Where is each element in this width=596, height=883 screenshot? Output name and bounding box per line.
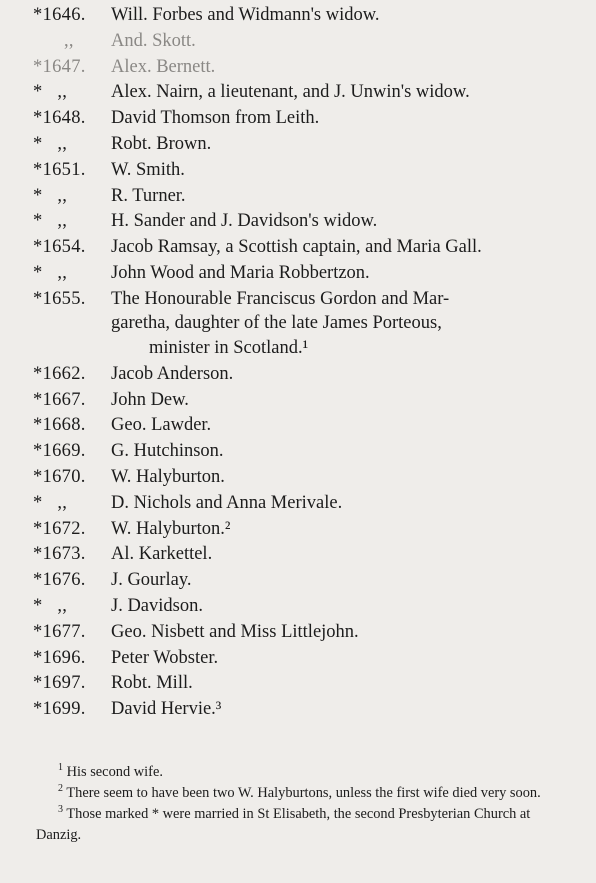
entry-name: John Dew.	[111, 389, 189, 410]
footnote	[36, 783, 576, 804]
entry-name: Robt. Brown.	[111, 133, 212, 154]
list-item	[0, 3, 596, 29]
list-item	[0, 362, 596, 388]
list-item	[0, 542, 596, 568]
footnote-mark: 1	[58, 762, 63, 774]
entry-year: * ,,	[33, 133, 68, 154]
entry-year: *1669.	[33, 441, 86, 462]
entry-name: Alex. Bernett.	[111, 56, 216, 77]
entry-name: Geo. Nisbett and Miss Littlejohn.	[111, 621, 359, 642]
entry-name: Will. Forbes and Widmann's widow.	[111, 5, 380, 25]
list-item	[0, 491, 596, 517]
entry-name: Peter Wobster.	[111, 647, 219, 668]
entry-name: Jacob Anderson.	[111, 363, 234, 384]
list-item	[0, 620, 596, 646]
entry-year: *1673.	[33, 544, 86, 565]
list-item	[0, 388, 596, 414]
list-item	[0, 132, 596, 158]
list-item	[0, 158, 596, 184]
entry-year: *1655.	[33, 288, 86, 309]
entry-name: Geo. Lawder.	[111, 415, 212, 436]
entry-name: W. Halyburton.²	[111, 518, 231, 539]
footnote-text: His second wife.	[66, 764, 163, 780]
entry-year: * ,,	[33, 595, 68, 616]
footnote-mark: 2	[58, 783, 63, 795]
entry-year: *1699.	[33, 699, 86, 720]
list-item	[0, 209, 596, 235]
list-item	[0, 517, 596, 543]
entry-name: And. Skott.	[111, 30, 196, 51]
list-item	[0, 287, 596, 362]
list-item	[0, 594, 596, 620]
entry-year: *1654.	[33, 237, 86, 258]
entry-year: *1651.	[33, 159, 86, 180]
entry-year: *1668.	[33, 415, 86, 436]
entry-name: Al. Karkettel.	[111, 544, 213, 565]
entry-name: J. Davidson.	[111, 595, 203, 616]
list-item	[0, 261, 596, 287]
entry-year: *1662.	[33, 363, 86, 384]
entry-name-line: garetha, daughter of the late James Porteous,	[111, 313, 442, 334]
marriage-register-list	[0, 3, 596, 723]
footnote	[36, 804, 576, 846]
list-item	[0, 80, 596, 106]
list-item	[0, 439, 596, 465]
footnote-text: Those marked * were married in St Elisabeth, the second Presbyterian Church at Danzig.	[36, 806, 531, 843]
entry-name: John Wood and Maria Robbertzon.	[111, 262, 370, 283]
list-item	[0, 413, 596, 439]
list-item	[0, 106, 596, 132]
list-item	[0, 235, 596, 261]
entry-year: * ,,	[33, 492, 68, 513]
entry-year: * ,,	[33, 262, 68, 283]
list-item	[0, 29, 596, 55]
entry-year: *1646.	[33, 5, 86, 25]
list-item	[0, 671, 596, 697]
entry-year: *1676.	[33, 570, 86, 591]
entry-name: W. Halyburton.	[111, 466, 225, 487]
list-item	[0, 568, 596, 594]
entry-year: *1667.	[33, 389, 86, 410]
entry-name: Jacob Ramsay, a Scottish captain, and Maria Gall.	[111, 237, 482, 258]
list-item	[0, 184, 596, 210]
entry-year: *1677.	[33, 621, 86, 642]
entry-name-line: minister in Scotland.¹	[149, 337, 309, 358]
entry-year: *1647.	[33, 56, 86, 77]
entry-name: D. Nichols and Anna Merivale.	[111, 492, 343, 513]
entry-year: ,,	[64, 30, 74, 51]
entry-name: R. Turner.	[111, 185, 186, 206]
entry-name: Alex. Nairn, a lieutenant, and J. Unwin's widow.	[111, 82, 470, 103]
entry-name: H. Sander and J. Davidson's widow.	[111, 211, 378, 232]
entry-year: *1672.	[33, 518, 86, 539]
entry-year: *1670.	[33, 466, 86, 487]
list-item	[0, 646, 596, 672]
list-item	[0, 55, 596, 81]
entry-name: J. Gourlay.	[111, 570, 192, 591]
footnote	[36, 762, 576, 783]
entry-name: Robt. Mill.	[111, 673, 193, 694]
entry-name-multiline	[111, 287, 449, 361]
entry-name-line: The Honourable Franciscus Gordon and Mar-	[111, 288, 450, 309]
entry-year: *1697.	[33, 673, 86, 694]
entry-year: *1696.	[33, 647, 86, 668]
list-item	[0, 697, 596, 723]
entry-name: W. Smith.	[111, 159, 185, 180]
entry-name: David Thomson from Leith.	[111, 108, 320, 129]
entry-name: David Hervie.³	[111, 699, 222, 720]
footnotes	[36, 762, 576, 846]
list-item	[0, 465, 596, 491]
entry-year: * ,,	[33, 185, 68, 206]
footnote-mark: 3	[58, 804, 63, 816]
entry-year: *1648.	[33, 108, 86, 129]
entry-year: * ,,	[33, 211, 68, 232]
entry-year: * ,,	[33, 82, 68, 103]
footnote-text: There seem to have been two W. Halyburtons, unless the first wife died very soon.	[66, 785, 541, 801]
entry-name: G. Hutchinson.	[111, 441, 224, 462]
